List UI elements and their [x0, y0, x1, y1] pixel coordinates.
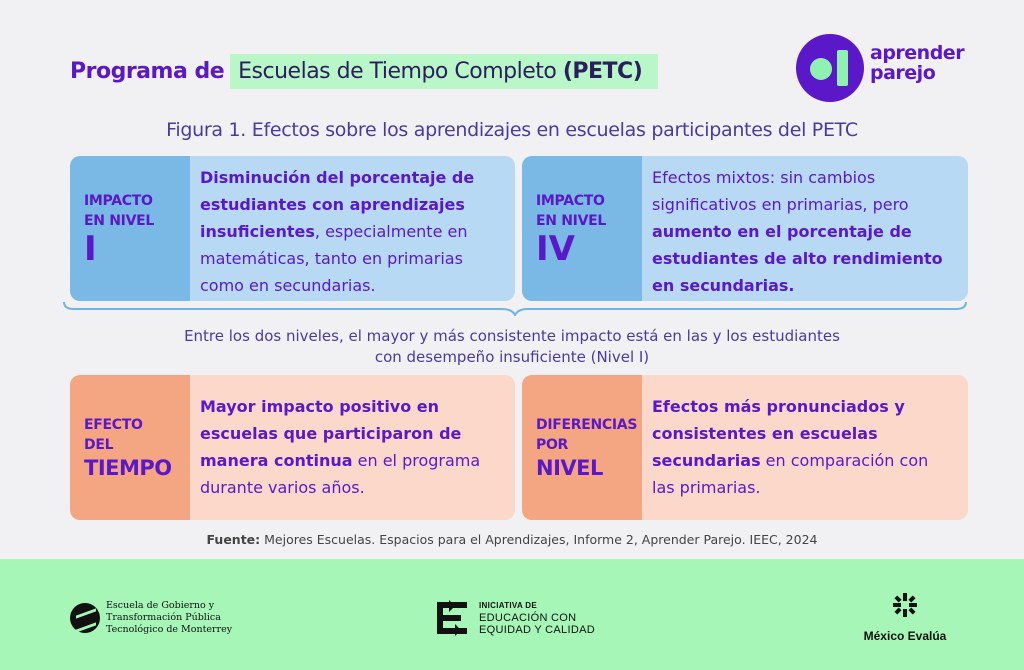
card-body-bold: Efectos más pronunciados y consistentes en escuelas secundarias	[652, 397, 905, 470]
card-side	[522, 375, 642, 520]
egob-line2: Transformación Pública	[106, 612, 221, 623]
title-highlight-text: Escuelas de Tiempo Completo	[238, 58, 557, 84]
logo-wordmark	[870, 43, 964, 83]
egob-line3: Tecnológico de Monterrey	[106, 624, 233, 635]
card-body-text: Efectos mixtos: sin cambios significativos en primarias, pero	[652, 168, 909, 214]
title-prefix: Programa de	[70, 58, 225, 84]
card-side	[70, 375, 190, 520]
card-body-bold: aumento en el porcentaje de estudiantes de alto rendimiento en secundarias.	[652, 222, 943, 295]
card-side	[70, 156, 190, 301]
card-side-level: I	[84, 228, 97, 269]
card-body-text: en el programa durante varios años.	[200, 451, 481, 497]
aprender-parejo-logo	[796, 34, 966, 104]
mexico-evalua-mark-icon	[892, 592, 918, 618]
summary-text	[0, 326, 1024, 368]
card-body-text: en comparación con las primarias.	[652, 451, 929, 497]
card-body-text: , especialmente en matemáticas, tanto en primarias como en secundarias.	[200, 222, 468, 295]
card-side-line2: DEL	[84, 436, 114, 453]
page-title	[70, 52, 658, 90]
figure-title: Figura 1. Efectos sobre los aprendizajes en escuelas participantes del PETC	[166, 119, 858, 141]
logo-line1: aprender	[870, 42, 965, 64]
card-side-line2: EN NIVEL	[84, 212, 154, 229]
ieec-logo	[433, 598, 595, 638]
card-side-line2: POR	[536, 436, 569, 453]
card-body	[642, 375, 968, 520]
brace-divider	[62, 300, 968, 316]
mexico-evalua-logo	[850, 592, 960, 643]
card-impacto-nivel-iv	[522, 156, 968, 301]
title-acronym: (PETC)	[562, 58, 643, 84]
ieec-mark-icon	[433, 598, 471, 638]
card-body	[190, 156, 515, 301]
ieec-line1: INICIATIVA DE	[479, 601, 537, 610]
title-highlight	[230, 54, 658, 89]
logo-bar	[837, 50, 848, 86]
mexico-evalua-wordmark: México Evalúa	[863, 629, 947, 643]
card-side-line1: IMPACTO	[536, 192, 605, 209]
card-side-keyword: TIEMPO	[84, 455, 172, 480]
source-text: Mejores Escuelas. Espacios para el Aprendizajes, Informe 2, Aprender Parejo. IEEC, 2024	[260, 532, 818, 547]
card-body	[642, 156, 968, 301]
card-body-bold: Disminución del porcentaje de estudiantes con aprendizajes insuficientes	[200, 168, 475, 241]
source-label: Fuente:	[206, 532, 261, 547]
logo-mark-icon	[796, 34, 864, 102]
card-diferencias-por-nivel	[522, 375, 968, 520]
source-note	[0, 532, 1024, 547]
card-efecto-del-tiempo	[70, 375, 515, 520]
summary-line2: con desempeño insuficiente (Nivel I)	[374, 348, 650, 366]
card-body-bold: Mayor impacto positivo en escuelas que participaron de manera continua	[200, 397, 462, 470]
ieec-line3: EQUIDAD Y CALIDAD	[479, 624, 595, 636]
card-side-line1: EFECTO	[84, 416, 143, 433]
egob-line1: Escuela de Gobierno y	[106, 600, 215, 611]
egob-mark-icon	[70, 603, 100, 633]
egob-wordmark	[106, 600, 232, 636]
card-side-line1: DIFERENCIAS	[536, 416, 638, 433]
summary-line1: Entre los dos niveles, el mayor y más consistente impacto está en las y los estudiantes	[184, 327, 840, 345]
ieec-wordmark	[479, 600, 595, 636]
card-impacto-nivel-i	[70, 156, 515, 301]
card-side-line2: EN NIVEL	[536, 212, 606, 229]
ieec-line2: EDUCACIÓN CON	[479, 612, 577, 624]
card-side-keyword: NIVEL	[536, 455, 603, 480]
card-side-line1: IMPACTO	[84, 192, 153, 209]
logo-dot	[810, 58, 832, 80]
card-side	[522, 156, 642, 301]
card-body	[190, 375, 515, 520]
logo-line2: parejo	[870, 62, 936, 84]
egob-logo	[70, 600, 232, 636]
card-side-level: IV	[536, 228, 575, 269]
